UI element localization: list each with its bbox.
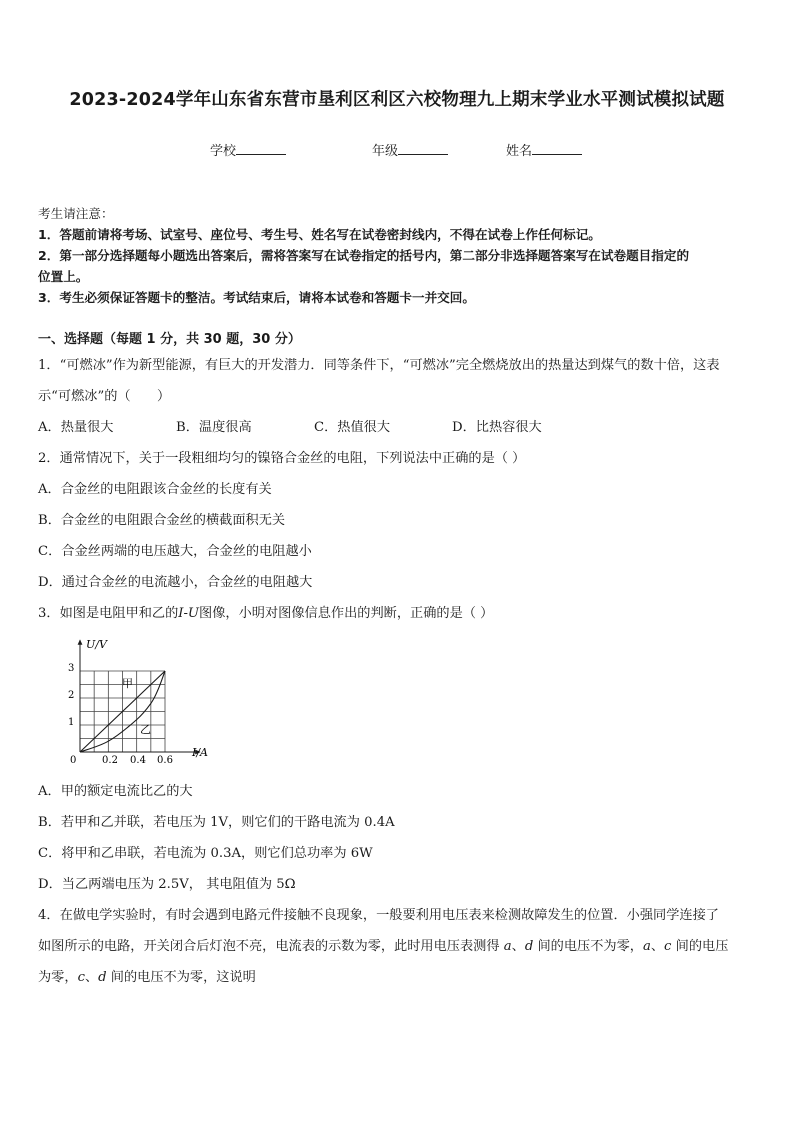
- q1-option-d: D．比热容很大: [452, 420, 542, 435]
- name-field: [506, 140, 582, 159]
- y-axis-label: U/V: [86, 638, 107, 651]
- notice-heading: 考生请注意：: [38, 206, 114, 221]
- q2-option-d: D．通过合金丝的电流越小，合金丝的电阻越大: [38, 575, 313, 590]
- x-tick-label: 0.2: [102, 755, 118, 766]
- series-label-jia: 甲: [122, 677, 133, 690]
- q4-var: c: [664, 939, 672, 954]
- notice-item-2: 2．第一部分选择题每小题选出答案后，需将答案写在试卷指定的括号内，第二部分非选择题答案写在试卷题目指定的: [38, 248, 690, 263]
- q4-text: 、: [511, 939, 525, 954]
- school-blank: [236, 142, 286, 155]
- grade-label: 年级: [372, 144, 399, 159]
- q4-text: 间的电压不为零，这说明: [106, 970, 256, 985]
- q1-option-a: A．热量很大: [38, 420, 114, 435]
- q4-var: d: [98, 970, 107, 985]
- q4-stem-line2: [38, 935, 728, 954]
- q3-option-d: D．当乙两端电压为 2.5V， 其电阻值为 5Ω: [38, 877, 296, 892]
- q4-text: 间的电压: [671, 939, 729, 954]
- q3-stem-var: I-U: [178, 606, 200, 621]
- notice-item-3: 3．考生必须保证答题卡的整洁。考试结束后，请将本试卷和答题卡一并交回。: [38, 290, 475, 305]
- q3-option-c: C．将甲和乙串联，若电流为 0.3A，则它们总功率为 6W: [38, 846, 373, 861]
- name-blank: [532, 142, 582, 155]
- page-title: 2023-2024学年山东省东营市垦利区利区六校物理九上期末学业水平测试模拟试题: [69, 90, 725, 110]
- name-label: 姓名: [506, 144, 533, 159]
- q2-option-c: C．合金丝两端的电压越大，合金丝的电阻越小: [38, 544, 312, 559]
- q1-stem-line2: 示“可燃冰”的（ ）: [38, 389, 171, 404]
- q3-stem-before: 3．如图是电阻甲和乙的: [38, 606, 179, 621]
- q4-stem-line3: [38, 966, 256, 985]
- q4-text: 、: [650, 939, 665, 954]
- q3-option-b: B．若甲和乙并联，若电压为 1V，则它们的干路电流为 0.4A: [38, 815, 395, 830]
- q2-stem: 2．通常情况下，关于一段粗细均匀的镍铬合金丝的电阻，下列说法中正确的是（ ）: [38, 451, 526, 466]
- x-tick-label: 0.4: [130, 755, 146, 766]
- y-tick-label: 1: [68, 717, 75, 728]
- q1-option-b: B．温度很高: [176, 420, 252, 435]
- iu-graph: [50, 632, 230, 772]
- q4-var: a: [503, 939, 512, 954]
- q4-text: 间的电压不为零，: [533, 939, 643, 954]
- q3-stem-after: 图像，小明对图像信息作出的判断，正确的是（ ）: [199, 606, 494, 621]
- q1-options: [38, 416, 758, 434]
- section-heading: 一、选择题（每题 1 分，共 30 题，30 分）: [38, 332, 301, 347]
- x-axis-label: I/A: [192, 746, 208, 759]
- school-label: 学校: [210, 144, 237, 159]
- q4-var: a: [642, 939, 651, 954]
- series-label-yi: 乙: [140, 723, 151, 736]
- origin-label: 0: [70, 755, 77, 766]
- q2-option-a: A．合金丝的电阻跟该合金丝的长度有关: [38, 482, 272, 497]
- q2-option-b: B．合金丝的电阻跟合金丝的横截面积无关: [38, 513, 286, 528]
- q4-text: 、: [84, 970, 99, 985]
- q3-option-a: A．甲的额定电流比乙的大: [38, 784, 193, 799]
- notice-item-2-cont: 位置上。: [38, 269, 89, 284]
- x-tick-label: 0.6: [157, 755, 173, 766]
- notice-item-1: 1．答题前请将考场、试室号、座位号、考生号、姓名写在试卷密封线内，不得在试卷上作任何标记。: [38, 227, 601, 242]
- grade-blank: [398, 142, 448, 155]
- q4-var: d: [524, 939, 534, 954]
- grade-field: [372, 140, 448, 159]
- q3-stem: [38, 602, 493, 621]
- q4-text: 为零，: [38, 970, 78, 985]
- q1-stem-line1: 1．“可燃冰”作为新型能源，有巨大的开发潜力．同等条件下，“可燃冰”完全燃烧放出的热量达到煤气的数十倍，这表: [38, 358, 720, 373]
- y-tick-label: 3: [68, 663, 75, 674]
- q4-var: c: [77, 970, 85, 985]
- q1-option-c: C．热值很大: [314, 420, 391, 435]
- y-tick-label: 2: [68, 690, 75, 701]
- q4-stem-line1: 4．在做电学实验时，有时会遇到电路元件接触不良现象，一般要利用电压表来检测故障发生的位置．小强同学连接了: [38, 908, 719, 923]
- school-field: [210, 140, 286, 159]
- q4-text: 如图所示的电路，开关闭合后灯泡不亮，电流表的示数为零，此时用电压表测得: [38, 939, 504, 954]
